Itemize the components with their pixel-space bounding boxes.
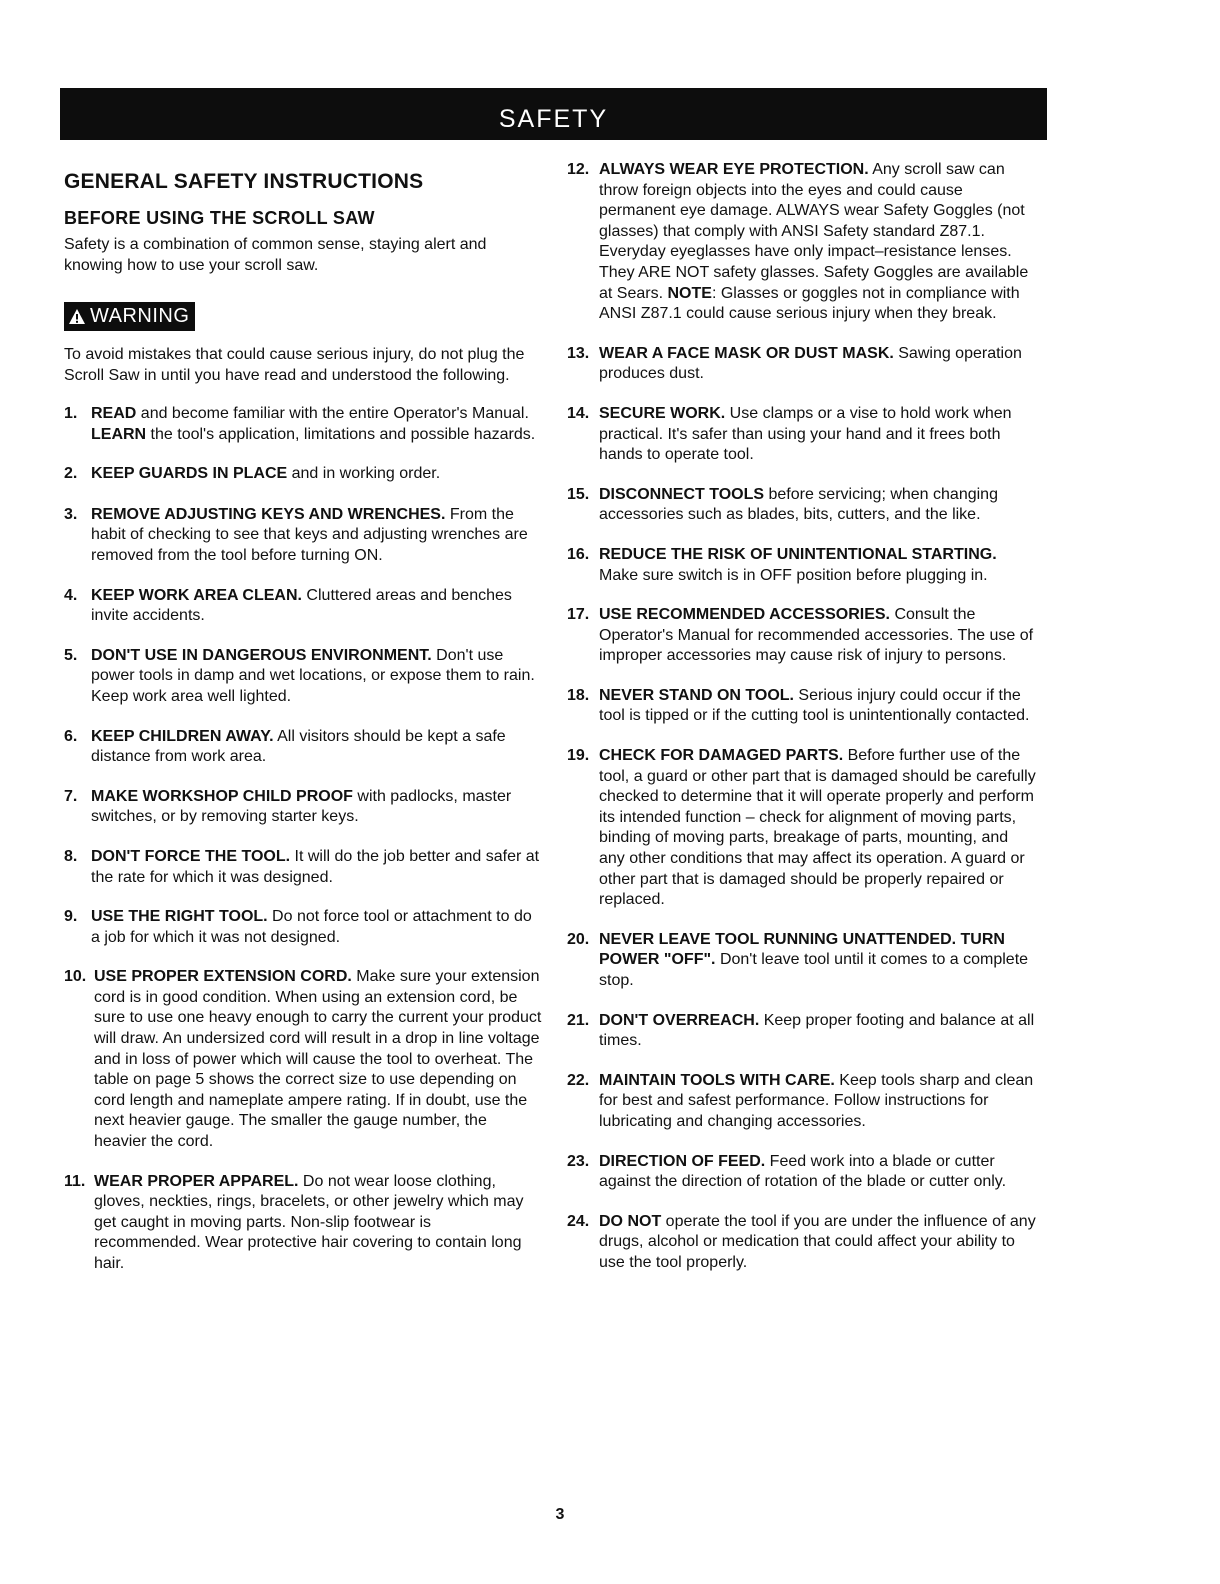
item-text: DON'T OVERREACH. Keep proper footing and balance at all times. <box>599 1011 1035 1050</box>
list-item <box>64 646 542 708</box>
item-number: 21. <box>567 1011 590 1029</box>
item-number: 24. <box>567 1212 590 1230</box>
list-item <box>64 586 542 627</box>
list-item <box>567 545 1037 586</box>
item-text: USE PROPER EXTENSION CORD. Make sure your extension cord is in good condition. When using an extension cord, be sure to use one heavy enough to carry the current your product will draw. An undersized cord will result in a drop in line voltage and in loss of power which will cause the tool to overheat. The table on page 5 shows the correct size to use depending on cord length and nameplate ampere rating. If in doubt, use the next heavier gauge. The smaller the gauge number, the heavier the cord. <box>94 968 542 1151</box>
item-number: 19. <box>567 747 590 765</box>
list-item <box>64 967 542 1152</box>
item-text: READ and become familiar with the entire Operator's Manual. LEARN the tool's application, limitations and possible hazards. <box>91 405 536 443</box>
item-number: 20. <box>567 930 590 948</box>
list-item <box>567 746 1037 911</box>
item-text: DISCONNECT TOOLS before servicing; when changing accessories such as blades, bits, cutters, and the like. <box>599 485 998 524</box>
item-text: DIRECTION OF FEED. Feed work into a blade or cutter against the direction of rotation of the blade or cutter only. <box>599 1152 1007 1191</box>
item-number: 22. <box>567 1071 590 1089</box>
item-number: 15. <box>567 485 590 503</box>
item-number: 11. <box>64 1172 86 1190</box>
list-item <box>64 464 542 485</box>
item-text: USE THE RIGHT TOOL. Do not force tool or attachment to do a job for which it was not designed. <box>91 908 532 946</box>
item-text: REMOVE ADJUSTING KEYS AND WRENCHES. From the habit of checking to see that keys and adjusting wrenches are removed from the tool before turning ON. <box>91 505 528 564</box>
item-number: 3. <box>64 505 78 523</box>
item-text: REDUCE THE RISK OF UNINTENTIONAL STARTING. Make sure switch is in OFF position before plugging in. <box>599 545 997 584</box>
list-item <box>567 930 1037 992</box>
item-text: KEEP WORK AREA CLEAN. Cluttered areas and benches invite accidents. <box>91 586 512 625</box>
item-number: 10. <box>64 968 87 986</box>
left-column <box>64 160 542 1275</box>
list-item <box>567 605 1037 667</box>
page-number: 3 <box>555 1506 565 1523</box>
item-number: 17. <box>567 606 590 624</box>
list-item <box>64 907 542 948</box>
warning-triangle-icon <box>68 308 86 326</box>
list-item <box>567 160 1037 325</box>
item-number: 13. <box>567 344 590 362</box>
item-number: 18. <box>567 686 590 704</box>
item-number: 2. <box>64 465 78 483</box>
list-item <box>64 505 542 567</box>
item-text: DON'T FORCE THE TOOL. It will do the job better and safer at the rate for which it was designed. <box>91 847 540 886</box>
right-column <box>567 160 1037 1274</box>
item-number: 23. <box>567 1152 590 1170</box>
intro-paragraph: Safety is a combination of common sense, staying alert and knowing how to use your scroll saw. <box>64 236 487 274</box>
item-text: NEVER LEAVE TOOL RUNNING UNATTENDED. TURN POWER "OFF". Don't leave tool until it comes to a complete stop. <box>599 930 1029 989</box>
item-number: 5. <box>64 646 78 664</box>
item-number: 9. <box>64 908 78 926</box>
warning-badge <box>64 302 195 331</box>
list-item <box>567 404 1037 466</box>
section-header-bar <box>60 88 1047 140</box>
section-title: SAFETY <box>498 104 609 133</box>
list-item <box>64 727 542 768</box>
item-number: 1. <box>64 405 78 422</box>
warning-paragraph: To avoid mistakes that could cause serious injury, do not plug the Scroll Saw in until you have read and understood the following. <box>64 346 525 384</box>
item-number: 12. <box>567 161 590 178</box>
list-item <box>64 404 542 445</box>
list-item <box>567 1212 1037 1274</box>
item-number: 8. <box>64 847 78 865</box>
item-number: 4. <box>64 586 78 604</box>
list-item <box>64 787 542 828</box>
subheading: BEFORE USING THE SCROLL SAW <box>64 208 375 228</box>
item-text: KEEP CHILDREN AWAY. All visitors should be kept a safe distance from work area. <box>91 727 506 766</box>
item-text: USE RECOMMENDED ACCESSORIES. Consult the Operator's Manual for recommended accessories. The use of improper accessories may cause risk of injury to persons. <box>599 606 1034 665</box>
item-text: DON'T USE IN DANGEROUS ENVIRONMENT. Don't use power tools in damp and wet locations, or expose them to rain. Keep work area well lighted. <box>91 646 535 705</box>
list-item <box>64 1172 542 1275</box>
page-heading: GENERAL SAFETY INSTRUCTIONS <box>64 170 424 193</box>
item-text: DO NOT operate the tool if you are under the influence of any drugs, alcohol or medication that could affect your ability to use the tool properly. <box>599 1212 1036 1271</box>
item-number: 14. <box>567 404 590 422</box>
item-number: 6. <box>64 727 78 745</box>
item-text: SECURE WORK. Use clamps or a vise to hold work when practical. It's safer than using your hand and it frees both hands to operate tool. <box>599 404 1012 464</box>
item-text: CHECK FOR DAMAGED PARTS. Before further use of the tool, a guard or other part that is damaged should be carefully checked to determine that it will operate properly and perform its intended function – check for alignment of moving parts, binding of moving parts, breakage of parts, mounting, and any other conditions that may affect its operation. A guard or other part that is damaged should be properly repaired or replaced. <box>599 747 1036 909</box>
list-item <box>64 847 542 888</box>
item-number: 7. <box>64 787 78 805</box>
list-item <box>567 686 1037 727</box>
item-text: KEEP GUARDS IN PLACE and in working order. <box>91 465 441 483</box>
list-item <box>567 1071 1037 1133</box>
list-item <box>567 1011 1037 1052</box>
item-text: WEAR A FACE MASK OR DUST MASK. Sawing operation produces dust. <box>599 344 1022 383</box>
item-text: WEAR PROPER APPAREL. Do not wear loose clothing, gloves, neckties, rings, bracelets, or other jewelry which may get caught in moving parts. Non-slip footwear is recommended. Wear protective hair covering to contain long hair. <box>94 1172 524 1272</box>
item-text: MAINTAIN TOOLS WITH CARE. Keep tools sharp and clean for best and safest performance. Follow instructions for lubricating and changing accessories. <box>599 1071 1034 1130</box>
item-text: NEVER STAND ON TOOL. Serious injury could occur if the tool is tipped or if the cutting tool is unintentionally contacted. <box>599 686 1030 725</box>
list-item <box>567 485 1037 526</box>
warning-label: WARNING <box>90 305 190 327</box>
item-text: ALWAYS WEAR EYE PROTECTION. Any scroll saw can throw foreign objects into the eyes and could cause permanent eye damage. ALWAYS wear Safety Goggles (not glasses) that comply with ANSI Safety standard Z87.1. Everyday eyeglasses have only impact–resistance lenses. They ARE NOT safety glasses. Safety Goggles are available at Sears. NOTE: Glasses or goggles not in compliance with ANSI Z87.1 could cause serious injury when they break. <box>599 161 1029 323</box>
item-text: MAKE WORKSHOP CHILD PROOF with padlocks, master switches, or by removing starter keys. <box>91 787 512 826</box>
list-item <box>567 1152 1037 1193</box>
item-number: 16. <box>567 545 590 563</box>
list-item <box>567 344 1037 385</box>
